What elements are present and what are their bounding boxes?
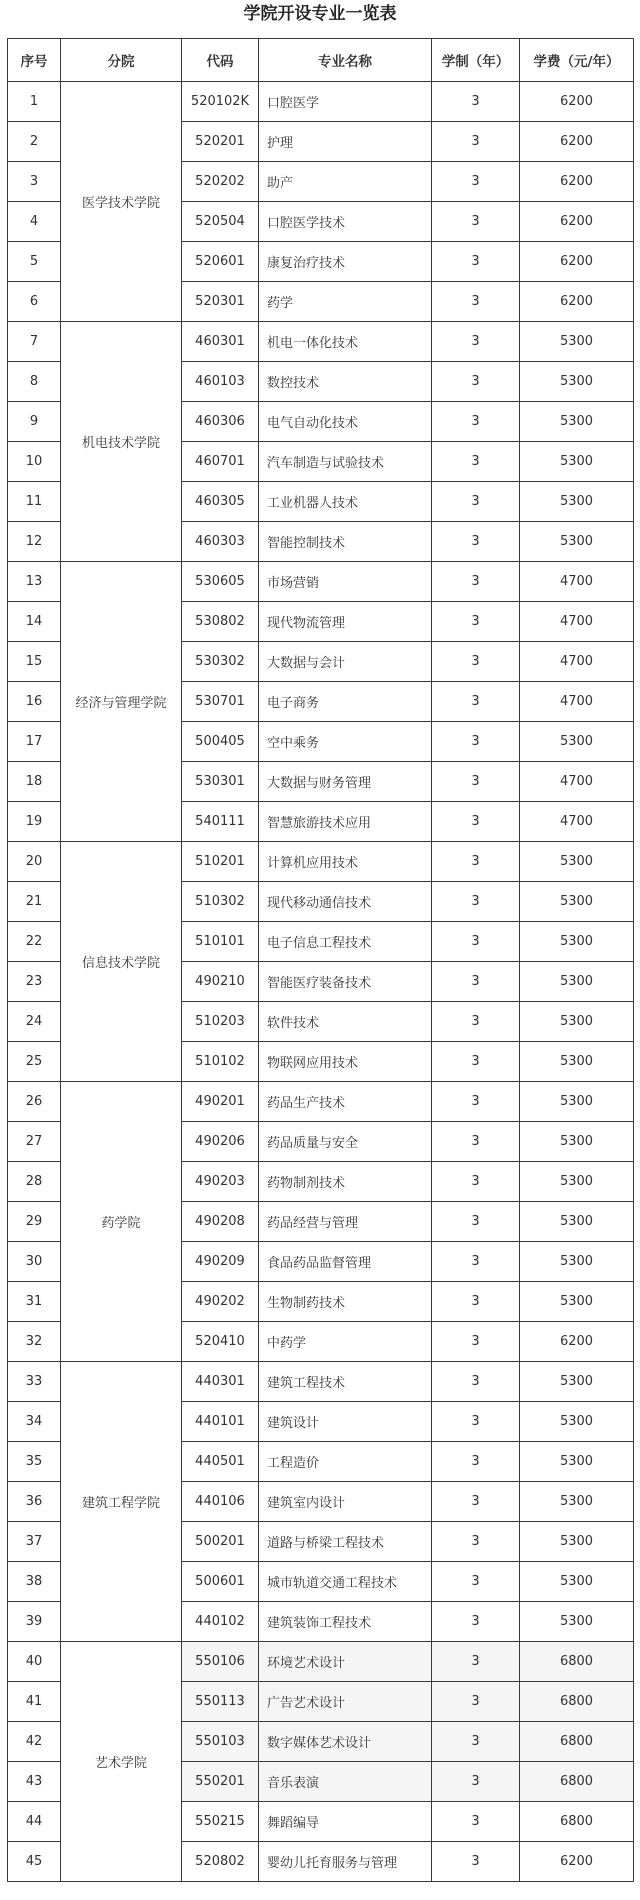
code-cell: 520802 <box>182 1842 259 1882</box>
seq-cell: 13 <box>8 562 61 602</box>
years-cell: 3 <box>432 922 520 962</box>
fee-cell: 6800 <box>520 1642 634 1682</box>
major-cell: 药物制剂技术 <box>259 1162 432 1202</box>
fee-cell: 5300 <box>520 1402 634 1442</box>
seq-cell: 45 <box>8 1842 61 1882</box>
major-cell: 工程造价 <box>259 1442 432 1482</box>
seq-cell: 35 <box>8 1442 61 1482</box>
major-cell: 口腔医学技术 <box>259 202 432 242</box>
header-major: 专业名称 <box>259 39 432 82</box>
code-cell: 520601 <box>182 242 259 282</box>
fee-cell: 6200 <box>520 202 634 242</box>
seq-cell: 29 <box>8 1202 61 1242</box>
fee-cell: 5300 <box>520 1122 634 1162</box>
code-cell: 460701 <box>182 442 259 482</box>
code-cell: 520202 <box>182 162 259 202</box>
code-cell: 490203 <box>182 1162 259 1202</box>
major-cell: 生物制药技术 <box>259 1282 432 1322</box>
fee-cell: 5300 <box>520 1242 634 1282</box>
major-cell: 药品生产技术 <box>259 1082 432 1122</box>
years-cell: 3 <box>432 562 520 602</box>
years-cell: 3 <box>432 1362 520 1402</box>
code-cell: 520102K <box>182 82 259 122</box>
code-cell: 490209 <box>182 1242 259 1282</box>
fee-cell: 6800 <box>520 1802 634 1842</box>
code-cell: 510302 <box>182 882 259 922</box>
seq-cell: 17 <box>8 722 61 762</box>
table-row <box>8 82 634 122</box>
years-cell: 3 <box>432 1322 520 1362</box>
major-cell: 中药学 <box>259 1322 432 1362</box>
major-cell: 智慧旅游技术应用 <box>259 802 432 842</box>
seq-cell: 7 <box>8 322 61 362</box>
code-cell: 510203 <box>182 1002 259 1042</box>
code-cell: 520201 <box>182 122 259 162</box>
fee-cell: 6200 <box>520 1842 634 1882</box>
major-cell: 建筑装饰工程技术 <box>259 1602 432 1642</box>
years-cell: 3 <box>432 842 520 882</box>
major-cell: 道路与桥梁工程技术 <box>259 1522 432 1562</box>
header-college: 分院 <box>61 39 182 82</box>
code-cell: 530605 <box>182 562 259 602</box>
years-cell: 3 <box>432 362 520 402</box>
years-cell: 3 <box>432 802 520 842</box>
major-cell: 现代物流管理 <box>259 602 432 642</box>
seq-cell: 5 <box>8 242 61 282</box>
fee-cell: 6200 <box>520 1322 634 1362</box>
major-cell: 助产 <box>259 162 432 202</box>
major-cell: 药品经营与管理 <box>259 1202 432 1242</box>
code-cell: 460303 <box>182 522 259 562</box>
seq-cell: 36 <box>8 1482 61 1522</box>
seq-cell: 39 <box>8 1602 61 1642</box>
major-cell: 康复治疗技术 <box>259 242 432 282</box>
college-cell: 机电技术学院 <box>61 322 182 562</box>
college-cell: 艺术学院 <box>61 1642 182 1882</box>
years-cell: 3 <box>432 1282 520 1322</box>
major-cell: 环境艺术设计 <box>259 1642 432 1682</box>
fee-cell: 6200 <box>520 82 634 122</box>
major-cell: 大数据与会计 <box>259 642 432 682</box>
seq-cell: 34 <box>8 1402 61 1442</box>
years-cell: 3 <box>432 1522 520 1562</box>
years-cell: 3 <box>432 522 520 562</box>
major-cell: 食品药品监督管理 <box>259 1242 432 1282</box>
table-row <box>8 842 634 882</box>
code-cell: 510201 <box>182 842 259 882</box>
fee-cell: 5300 <box>520 402 634 442</box>
seq-cell: 31 <box>8 1282 61 1322</box>
code-cell: 460103 <box>182 362 259 402</box>
header-code: 代码 <box>182 39 259 82</box>
code-cell: 490208 <box>182 1202 259 1242</box>
code-cell: 500601 <box>182 1562 259 1602</box>
major-cell: 机电一体化技术 <box>259 322 432 362</box>
fee-cell: 5300 <box>520 1602 634 1642</box>
years-cell: 3 <box>432 482 520 522</box>
fee-cell: 5300 <box>520 1002 634 1042</box>
fee-cell: 5300 <box>520 1522 634 1562</box>
major-cell: 舞蹈编导 <box>259 1802 432 1842</box>
years-cell: 3 <box>432 402 520 442</box>
college-cell: 医学技术学院 <box>61 82 182 322</box>
fee-cell: 5300 <box>520 1282 634 1322</box>
years-cell: 3 <box>432 322 520 362</box>
college-cell: 药学院 <box>61 1082 182 1362</box>
code-cell: 550201 <box>182 1762 259 1802</box>
major-cell: 药品质量与安全 <box>259 1122 432 1162</box>
years-cell: 3 <box>432 1202 520 1242</box>
years-cell: 3 <box>432 1562 520 1602</box>
code-cell: 530302 <box>182 642 259 682</box>
fee-cell: 5300 <box>520 442 634 482</box>
years-cell: 3 <box>432 762 520 802</box>
major-cell: 智能控制技术 <box>259 522 432 562</box>
fee-cell: 6200 <box>520 282 634 322</box>
seq-cell: 26 <box>8 1082 61 1122</box>
seq-cell: 37 <box>8 1522 61 1562</box>
code-cell: 460306 <box>182 402 259 442</box>
code-cell: 440102 <box>182 1602 259 1642</box>
code-cell: 440106 <box>182 1482 259 1522</box>
years-cell: 3 <box>432 1802 520 1842</box>
seq-cell: 12 <box>8 522 61 562</box>
seq-cell: 33 <box>8 1362 61 1402</box>
header-fee: 学费（元/年） <box>520 39 634 82</box>
code-cell: 550215 <box>182 1802 259 1842</box>
seq-cell: 40 <box>8 1642 61 1682</box>
seq-cell: 23 <box>8 962 61 1002</box>
major-cell: 护理 <box>259 122 432 162</box>
fee-cell: 4700 <box>520 602 634 642</box>
fee-cell: 5300 <box>520 1162 634 1202</box>
fee-cell: 6800 <box>520 1722 634 1762</box>
years-cell: 3 <box>432 1722 520 1762</box>
major-cell: 建筑工程技术 <box>259 1362 432 1402</box>
seq-cell: 3 <box>8 162 61 202</box>
major-cell: 建筑室内设计 <box>259 1482 432 1522</box>
major-cell: 汽车制造与试验技术 <box>259 442 432 482</box>
fee-cell: 5300 <box>520 1042 634 1082</box>
code-cell: 520504 <box>182 202 259 242</box>
fee-cell: 4700 <box>520 682 634 722</box>
code-cell: 460305 <box>182 482 259 522</box>
code-cell: 460301 <box>182 322 259 362</box>
years-cell: 3 <box>432 1242 520 1282</box>
seq-cell: 10 <box>8 442 61 482</box>
years-cell: 3 <box>432 1442 520 1482</box>
page-title: 学院开设专业一览表 <box>243 4 397 24</box>
seq-cell: 25 <box>8 1042 61 1082</box>
fee-cell: 5300 <box>520 922 634 962</box>
years-cell: 3 <box>432 282 520 322</box>
table-body <box>8 82 634 1882</box>
years-cell: 3 <box>432 602 520 642</box>
header-row <box>8 39 634 82</box>
seq-cell: 19 <box>8 802 61 842</box>
years-cell: 3 <box>432 82 520 122</box>
code-cell: 440101 <box>182 1402 259 1442</box>
fee-cell: 5300 <box>520 842 634 882</box>
seq-cell: 43 <box>8 1762 61 1802</box>
code-cell: 490206 <box>182 1122 259 1162</box>
code-cell: 500201 <box>182 1522 259 1562</box>
table-row <box>8 1082 634 1122</box>
years-cell: 3 <box>432 1402 520 1442</box>
seq-cell: 2 <box>8 122 61 162</box>
years-cell: 3 <box>432 642 520 682</box>
seq-cell: 24 <box>8 1002 61 1042</box>
years-cell: 3 <box>432 1842 520 1882</box>
fee-cell: 6800 <box>520 1682 634 1722</box>
header-seq: 序号 <box>8 39 61 82</box>
seq-cell: 28 <box>8 1162 61 1202</box>
fee-cell: 5300 <box>520 362 634 402</box>
major-cell: 广告艺术设计 <box>259 1682 432 1722</box>
fee-cell: 6200 <box>520 242 634 282</box>
years-cell: 3 <box>432 1162 520 1202</box>
seq-cell: 4 <box>8 202 61 242</box>
seq-cell: 8 <box>8 362 61 402</box>
major-cell: 空中乘务 <box>259 722 432 762</box>
code-cell: 490202 <box>182 1282 259 1322</box>
seq-cell: 18 <box>8 762 61 802</box>
seq-cell: 1 <box>8 82 61 122</box>
major-cell: 电子信息工程技术 <box>259 922 432 962</box>
fee-cell: 5300 <box>520 1562 634 1602</box>
code-cell: 500405 <box>182 722 259 762</box>
years-cell: 3 <box>432 882 520 922</box>
seq-cell: 14 <box>8 602 61 642</box>
major-cell: 智能医疗装备技术 <box>259 962 432 1002</box>
fee-cell: 5300 <box>520 1442 634 1482</box>
seq-cell: 9 <box>8 402 61 442</box>
seq-cell: 30 <box>8 1242 61 1282</box>
seq-cell: 32 <box>8 1322 61 1362</box>
years-cell: 3 <box>432 442 520 482</box>
major-cell: 大数据与财务管理 <box>259 762 432 802</box>
college-cell: 建筑工程学院 <box>61 1362 182 1642</box>
code-cell: 490201 <box>182 1082 259 1122</box>
years-cell: 3 <box>432 1002 520 1042</box>
major-cell: 数控技术 <box>259 362 432 402</box>
major-cell: 物联网应用技术 <box>259 1042 432 1082</box>
college-cell: 信息技术学院 <box>61 842 182 1082</box>
code-cell: 440501 <box>182 1442 259 1482</box>
table-row <box>8 322 634 362</box>
major-cell: 建筑设计 <box>259 1402 432 1442</box>
seq-cell: 27 <box>8 1122 61 1162</box>
code-cell: 490210 <box>182 962 259 1002</box>
fee-cell: 4700 <box>520 642 634 682</box>
years-cell: 3 <box>432 1082 520 1122</box>
fee-cell: 5300 <box>520 322 634 362</box>
fee-cell: 4700 <box>520 762 634 802</box>
table-row <box>8 562 634 602</box>
fee-cell: 4700 <box>520 802 634 842</box>
header-years: 学制（年） <box>432 39 520 82</box>
years-cell: 3 <box>432 122 520 162</box>
code-cell: 550106 <box>182 1642 259 1682</box>
major-cell: 药学 <box>259 282 432 322</box>
years-cell: 3 <box>432 202 520 242</box>
seq-cell: 44 <box>8 1802 61 1842</box>
fee-cell: 5300 <box>520 962 634 1002</box>
major-cell: 婴幼儿托育服务与管理 <box>259 1842 432 1882</box>
major-cell: 口腔医学 <box>259 82 432 122</box>
years-cell: 3 <box>432 1602 520 1642</box>
code-cell: 530701 <box>182 682 259 722</box>
years-cell: 3 <box>432 1042 520 1082</box>
fee-cell: 6200 <box>520 162 634 202</box>
seq-cell: 20 <box>8 842 61 882</box>
code-cell: 530802 <box>182 602 259 642</box>
majors-table <box>7 38 634 1882</box>
fee-cell: 6200 <box>520 122 634 162</box>
years-cell: 3 <box>432 242 520 282</box>
table-row <box>8 1642 634 1682</box>
fee-cell: 5300 <box>520 522 634 562</box>
fee-cell: 5300 <box>520 1082 634 1122</box>
college-cell: 经济与管理学院 <box>61 562 182 842</box>
code-cell: 550113 <box>182 1682 259 1722</box>
years-cell: 3 <box>432 1642 520 1682</box>
seq-cell: 38 <box>8 1562 61 1602</box>
major-cell: 电气自动化技术 <box>259 402 432 442</box>
seq-cell: 15 <box>8 642 61 682</box>
major-cell: 数字媒体艺术设计 <box>259 1722 432 1762</box>
seq-cell: 42 <box>8 1722 61 1762</box>
seq-cell: 41 <box>8 1682 61 1722</box>
years-cell: 3 <box>432 1122 520 1162</box>
seq-cell: 21 <box>8 882 61 922</box>
code-cell: 520301 <box>182 282 259 322</box>
code-cell: 550103 <box>182 1722 259 1762</box>
major-cell: 软件技术 <box>259 1002 432 1042</box>
table-row <box>8 1362 634 1402</box>
major-cell: 现代移动通信技术 <box>259 882 432 922</box>
seq-cell: 11 <box>8 482 61 522</box>
code-cell: 510101 <box>182 922 259 962</box>
seq-cell: 16 <box>8 682 61 722</box>
fee-cell: 5300 <box>520 482 634 522</box>
code-cell: 540111 <box>182 802 259 842</box>
table-header <box>8 39 634 82</box>
years-cell: 3 <box>432 1762 520 1802</box>
code-cell: 510102 <box>182 1042 259 1082</box>
fee-cell: 5300 <box>520 882 634 922</box>
years-cell: 3 <box>432 962 520 1002</box>
major-cell: 电子商务 <box>259 682 432 722</box>
years-cell: 3 <box>432 1482 520 1522</box>
major-cell: 城市轨道交通工程技术 <box>259 1562 432 1602</box>
code-cell: 520410 <box>182 1322 259 1362</box>
major-cell: 音乐表演 <box>259 1762 432 1802</box>
major-cell: 市场营销 <box>259 562 432 602</box>
years-cell: 3 <box>432 722 520 762</box>
major-cell: 计算机应用技术 <box>259 842 432 882</box>
fee-cell: 5300 <box>520 722 634 762</box>
fee-cell: 5300 <box>520 1362 634 1402</box>
years-cell: 3 <box>432 162 520 202</box>
fee-cell: 5300 <box>520 1202 634 1242</box>
code-cell: 440301 <box>182 1362 259 1402</box>
major-cell: 工业机器人技术 <box>259 482 432 522</box>
seq-cell: 22 <box>8 922 61 962</box>
fee-cell: 4700 <box>520 562 634 602</box>
fee-cell: 6800 <box>520 1762 634 1802</box>
fee-cell: 5300 <box>520 1482 634 1522</box>
seq-cell: 6 <box>8 282 61 322</box>
years-cell: 3 <box>432 682 520 722</box>
code-cell: 530301 <box>182 762 259 802</box>
years-cell: 3 <box>432 1682 520 1722</box>
